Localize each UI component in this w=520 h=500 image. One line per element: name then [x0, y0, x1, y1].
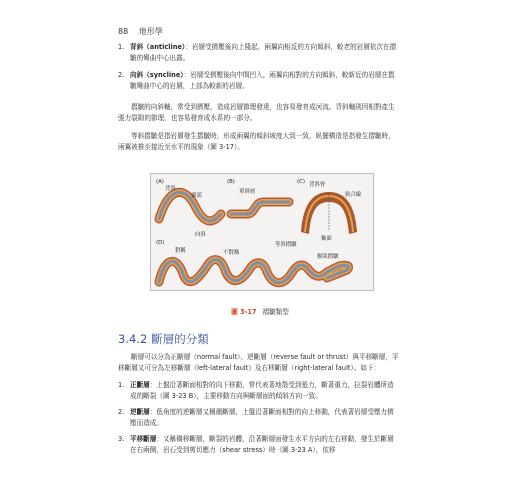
- label-anticline: 背斜: [165, 186, 176, 192]
- figure-caption-text: 褶皺類型: [262, 308, 289, 316]
- label-asymmetric: 不對稱: [223, 250, 240, 256]
- page-header: [118, 26, 171, 37]
- panel-label-d: (D): [156, 240, 165, 246]
- paragraph-isoclinal: 等斜摺皺是指岩層發生摺皺時，形成兩翼的傾斜坡度大致一致，臥擺構造是指發生摺皺時，兩翼被推至接近至水平的現象（圖 3-17）。: [118, 132, 395, 151]
- list-term: 逆斷層: [130, 408, 150, 416]
- label-recumbent: 偃臥摺皺: [317, 254, 339, 260]
- figure-caption: [0, 306, 520, 316]
- anticline-syncline-layers: [159, 192, 221, 221]
- fold-diagram: [151, 174, 373, 290]
- list-item-strike-slip-fault: [118, 434, 398, 456]
- label-axial-plane: 軸面: [321, 236, 332, 242]
- list-term: 向斜（syncline）: [130, 71, 184, 79]
- label-limb: 翼部: [191, 193, 202, 199]
- paragraph-fold-axis: 摺皺的向斜軸，常受到擠壓，造成岩層節理發達，也容易發育成河流。背斜軸則因相對產生張力裂隙的節理，也容易發育成水系的一部分。: [118, 103, 395, 122]
- list-item-normal-fault: [118, 380, 398, 402]
- list-item-syncline: [118, 70, 398, 92]
- list-term: 背斜（anticline）: [130, 43, 186, 51]
- figure-id: 圖 3-17: [231, 308, 257, 316]
- list-number: 3.: [118, 435, 125, 443]
- page-number: 88: [118, 27, 129, 36]
- list-text: ：岩層受擠壓後向上隆起，兩翼向相反的方向傾斜，較老的岩層依次在摺皺的彎曲中心出露。: [130, 43, 397, 62]
- figure-fold-types: [150, 173, 374, 291]
- label-symmetric: 對稱: [175, 248, 186, 254]
- section-heading: [118, 331, 209, 347]
- section-title: 斷層的分類: [151, 332, 209, 346]
- label-isoclinal: 等斜摺皺: [275, 242, 297, 248]
- label-monocline: 單斜層: [239, 189, 256, 195]
- section-number: 3.4.2: [118, 332, 148, 346]
- label-syncline: 向斜: [195, 232, 206, 238]
- list-number: 2.: [118, 408, 125, 416]
- anticline-block: [301, 192, 357, 234]
- list-number: 2.: [118, 71, 125, 79]
- label-hinge-line: 鉸合線: [345, 192, 362, 198]
- book-title: 地形學: [138, 27, 163, 36]
- list-text: ：上盤沿著斷面相對的向下移動，常代表著地殼受到張力，斷著重力，拉裂岩體所造成的斷裂（圖 3-23 B），主要移動方向與斷層面的傾斜方向一致。: [130, 381, 394, 400]
- list-number: 1.: [118, 43, 125, 51]
- list-text: ：又稱橫移斷層，斷裂的岩體，沿著斷層面發生水平方向的左右移動，發生於斷層在右兩側，岩石受到剪切應力（shear stress）時（圖 3-23 A），依移: [130, 435, 394, 454]
- list-text: ：岩層受擠壓後向中間凹入，兩翼向相對的方向傾斜，較新近的岩層在摺皺彎曲中心的岩層，上部為較新的岩層。: [130, 71, 395, 90]
- panel-label-b: (B): [227, 179, 235, 185]
- list-item-anticline: [118, 42, 398, 64]
- list-term: 平移斷層: [130, 435, 157, 443]
- list-term: 正斷層: [130, 381, 150, 389]
- panel-label-c: (C): [297, 179, 305, 185]
- panel-label-a: (A): [156, 179, 164, 185]
- monocline-layers: [231, 202, 289, 214]
- list-item-reverse-fault: [118, 407, 398, 429]
- fold-series-layers: [159, 260, 349, 283]
- paragraph-fault-types: 斷層可以分為正斷層（normal fault）、逆斷層（reverse fault or thrust）與平移斷層，平移斷層又可分為左移斷層（left-lateral fault）及右移斷層（right-lateral fault）。如下：: [118, 353, 399, 372]
- list-number: 1.: [118, 381, 125, 389]
- list-text: ：低角度的逆斷層又稱衝斷層，上盤沿著斷面相對的向上移動，代表著岩層受壓力擠壓而造成。: [130, 408, 394, 427]
- label-anticline-crest: 背斜脊: [309, 182, 326, 188]
